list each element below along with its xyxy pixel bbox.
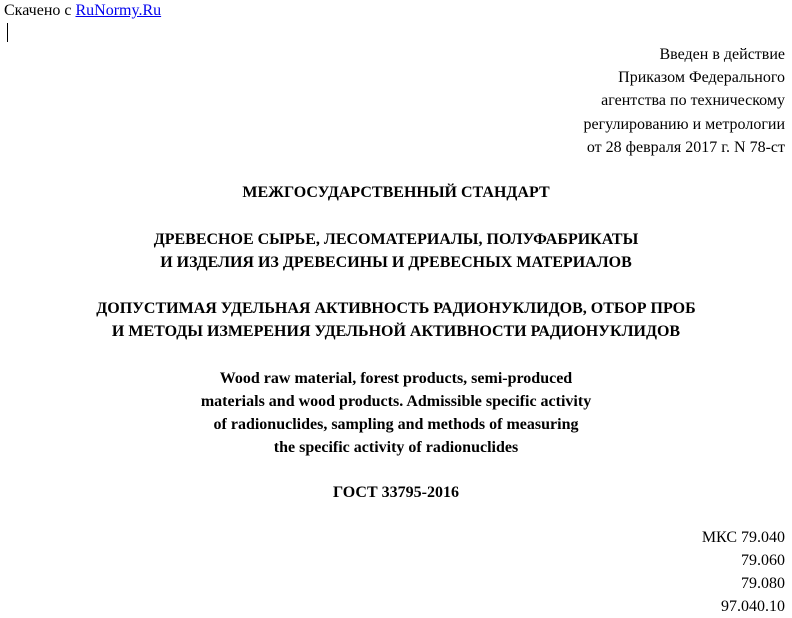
source-prefix: Скачено с — [4, 2, 76, 19]
mks-code: МКС 79.040 — [701, 529, 785, 546]
text-cursor — [7, 23, 8, 42]
title-line: И ИЗДЕЛИЯ ИЗ ДРЕВЕСИНЫ И ДРЕВЕСНЫХ МАТЕРИАЛОВ — [160, 254, 632, 271]
gost-number: ГОСТ 33795-2016 — [333, 484, 459, 501]
enactment-line: регулированию и метрологии — [583, 115, 785, 133]
title-ru-part2 — [0, 297, 792, 343]
standard-type-heading: МЕЖГОСУДАРСТВЕННЫЙ СТАНДАРТ — [242, 184, 550, 201]
mks-code: 97.040.10 — [721, 598, 785, 615]
source-line — [4, 1, 161, 20]
mks-code: 79.080 — [741, 575, 785, 592]
mks-codes — [702, 526, 785, 618]
enactment-line: от 28 февраля 2017 г. N 78-ст — [586, 138, 785, 156]
enactment-block — [584, 43, 785, 159]
source-link[interactable]: RuNormy.Ru — [75, 2, 162, 19]
title-ru-part1 — [0, 228, 792, 274]
title-line: ДРЕВЕСНОЕ СЫРЬЕ, ЛЕСОМАТЕРИАЛЫ, ПОЛУФАБРИКАТЫ — [153, 231, 639, 248]
title-en-line: Wood raw material, forest products, semi-produced — [219, 370, 573, 387]
enactment-line: Введен в действие — [659, 46, 785, 63]
enactment-line: агентства по техническому — [601, 92, 785, 110]
title-line: ДОПУСТИМАЯ УДЕЛЬНАЯ АКТИВНОСТЬ РАДИОНУКЛИДОВ, ОТБОР ПРОБ — [96, 300, 696, 317]
enactment-line: Приказом Федерального — [618, 69, 785, 87]
title-en-line: the specific activity of radionuclides — [273, 439, 519, 456]
title-line: И МЕТОДЫ ИЗМЕРЕНИЯ УДЕЛЬНОЙ АКТИВНОСТИ РАДИОНУКЛИДОВ — [111, 323, 681, 340]
mks-code: 79.060 — [741, 552, 785, 569]
title-en-line: of radionuclides, sampling and methods of measuring — [213, 416, 579, 433]
title-en-line: materials and wood products. Admissible specific activity — [200, 393, 592, 410]
title-en — [0, 367, 792, 459]
